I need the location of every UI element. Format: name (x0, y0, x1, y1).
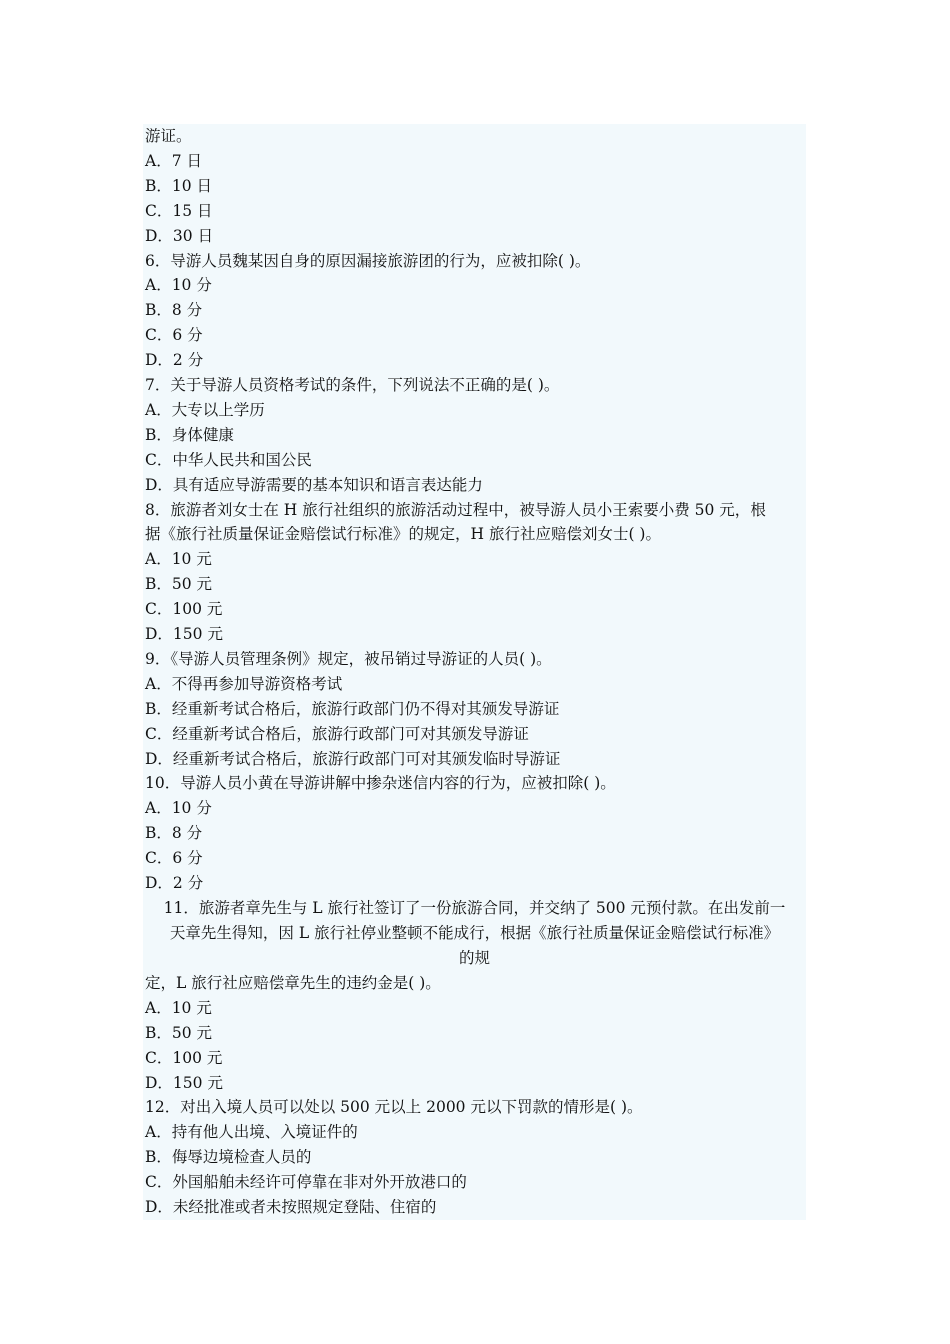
text-line: 游证。 (145, 127, 192, 145)
option-line: B．8 分 (145, 301, 203, 320)
question-line: 12．对出入境人员可以处以 500 元以上 2000 元以下罚款的情形是( )。 (145, 1098, 643, 1116)
option-line: D．150 元 (145, 1074, 223, 1092)
option-line: B．身体健康 (145, 425, 234, 444)
option-line: C．6 分 (145, 326, 203, 345)
question-line: 10．导游人员小黄在导游讲解中掺杂迷信内容的行为，应被扣除( )。 (145, 774, 616, 793)
option-line: D．2 分 (145, 351, 204, 370)
question-line-centered: 11．旅游者章先生与 L 旅行社签订了一份旅游合同，并交纳了 500 元预付款。在出发前一 (163, 899, 786, 917)
option-line: D．150 元 (145, 625, 223, 643)
option-line: C．15 日 (145, 201, 213, 220)
option-line: A．不得再参加导游资格考试 (145, 674, 343, 693)
option-line: C．中华人民共和国公民 (145, 450, 312, 469)
option-line: B．经重新考试合格后，旅游行政部门仍不得对其颁发导游证 (145, 699, 560, 718)
option-line: A．10 元 (145, 550, 212, 569)
question-line: 7．关于导游人员资格考试的条件，下列说法不正确的是( )。 (145, 376, 560, 394)
option-line: A．10 分 (145, 276, 212, 295)
question-line: 定，L 旅行社应赔偿章先生的违约金是( )。 (145, 974, 441, 992)
option-line: A．持有他人出境、入境证件的 (145, 1123, 358, 1141)
question-line-centered: 天章先生得知，因 L 旅行社停业整顿不能成行，根据《旅行社质量保证金赔偿试行标准》 (169, 924, 780, 942)
option-line: B．侮辱边境检查人员的 (145, 1148, 312, 1166)
question-line: 6．导游人员魏某因自身的原因漏接旅游团的行为，应被扣除( )。 (145, 251, 591, 270)
option-line: C．100 元 (145, 600, 223, 619)
question-line-centered: 的规 (458, 949, 490, 967)
option-line: B．50 元 (145, 575, 213, 594)
question-line: 9．《导游人员管理条例》规定，被吊销过导游证的人员( )。 (145, 649, 552, 668)
option-line: D．30 日 (145, 226, 214, 245)
document-content-panel (143, 124, 806, 1220)
option-line: A．10 分 (145, 799, 212, 818)
option-line: D．未经批准或者未按照规定登陆、住宿的 (145, 1198, 437, 1216)
option-line: C．100 元 (145, 1049, 223, 1067)
option-line: D．具有适应导游需要的基本知识和语言表达能力 (145, 475, 483, 494)
option-line: C．外国船舶未经许可停靠在非对外开放港口的 (145, 1173, 467, 1191)
option-line: D．经重新考试合格后，旅游行政部门可对其颁发临时导游证 (145, 749, 561, 768)
option-line: A．大专以上学历 (145, 400, 265, 419)
question-line: 据《旅行社质量保证金赔偿试行标准》的规定，H 旅行社应赔偿刘女士( )。 (145, 525, 661, 544)
option-line: A．10 元 (145, 999, 212, 1017)
question-line: 8．旅游者刘女士在 H 旅行社组织的旅游活动过程中，被导游人员小王索要小费 50 元，根 (145, 500, 766, 519)
option-line: A．7 日 (145, 151, 202, 170)
option-line: B．10 日 (145, 176, 213, 195)
option-line: C．6 分 (145, 849, 203, 868)
option-line: B．8 分 (145, 824, 203, 843)
option-line: B．50 元 (145, 1024, 213, 1042)
option-line: D．2 分 (145, 874, 204, 892)
option-line: C．经重新考试合格后，旅游行政部门可对其颁发导游证 (145, 724, 529, 743)
